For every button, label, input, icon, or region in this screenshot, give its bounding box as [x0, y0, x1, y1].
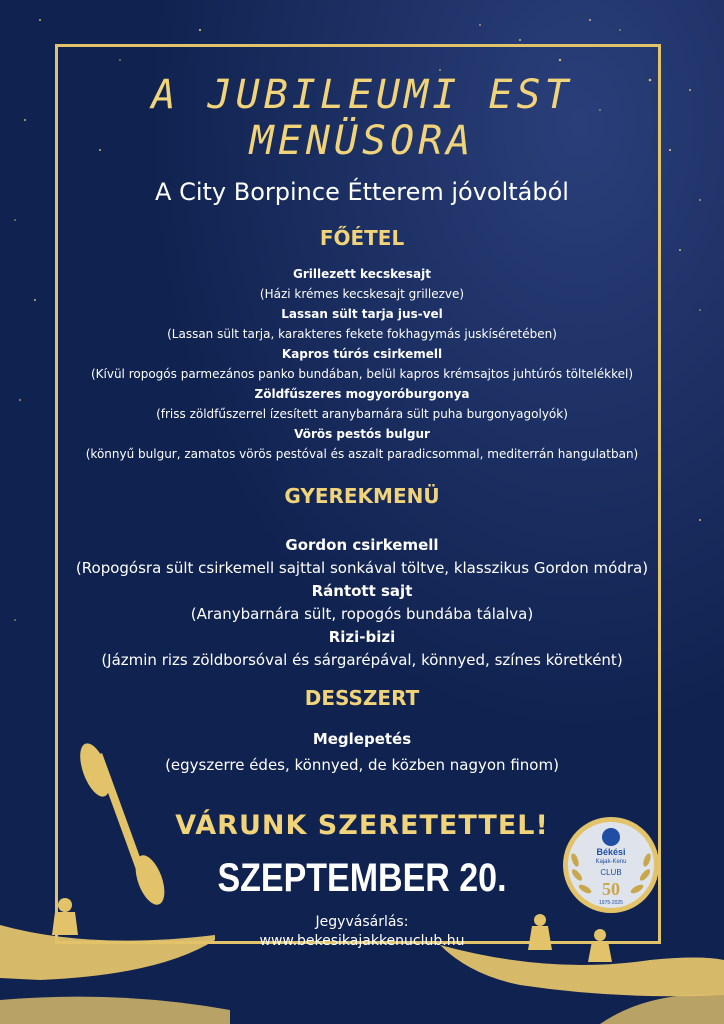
menu-item-desc: (Házi krémes kecskesajt grillezve) — [259, 287, 465, 301]
page-title-line2: MENÜSORA — [249, 118, 475, 164]
section-heading-dessert: DESSZERT — [304, 686, 420, 710]
section-heading-main: FŐÉTEL — [319, 226, 405, 250]
logo-number: 50 — [602, 879, 620, 899]
menu-item-name: Rizi-bizi — [328, 628, 396, 646]
dessert-list — [0, 726, 724, 778]
menu-item-desc: (Ropogósra sült csirkemell sajttal sonkával töltve, klasszikus Gordon módra) — [75, 559, 649, 577]
menu-item-desc: (Lassan sült tarja, karakteres fekete fokhagymás juskíséretében) — [167, 327, 557, 341]
kids-menu-list — [0, 534, 724, 672]
logo-text-line2: Kajak-Kenu — [595, 859, 627, 865]
menu-item-name: Grillezett kecskesajt — [293, 267, 431, 281]
menu-item-name: Meglepetés — [312, 730, 412, 748]
menu-item-name: Lassan sült tarja jus-vel — [281, 307, 443, 321]
ticket-label: Jegyvásárlás: — [315, 914, 409, 930]
ticket-url-link[interactable]: www.bekesikajakkenuclub.hu — [259, 933, 465, 949]
menu-item-name: Gordon csirkemell — [285, 536, 439, 554]
menu-item-desc: (egyszerre édes, könnyed, de közben nagyon finom) — [165, 756, 559, 774]
menu-item-desc: (Aranybarnára sült, ropogós bundába tálalva) — [190, 605, 534, 623]
menu-item-desc: (könnyű bulgur, zamatos vörös pestóval és aszalt paradicsommal, mediterrán hangulatban) — [85, 447, 639, 461]
globe-icon — [602, 828, 620, 846]
logo-text-line1: Békési — [596, 847, 626, 857]
menu-item-name: Rántott sajt — [311, 582, 413, 600]
club-logo — [561, 815, 661, 915]
menu-item-name: Kapros túrós csirkemell — [281, 347, 443, 361]
event-date: SZEPTEMBER 20. — [217, 856, 507, 900]
menu-item-name: Zöldfűszeres mogyoróburgonya — [254, 387, 470, 401]
section-heading-kids: GYEREKMENÜ — [284, 484, 440, 508]
page-subtitle: A City Borpince Étterem jóvoltából — [155, 178, 569, 206]
logo-years: 1975-2025 — [599, 900, 623, 906]
menu-item-name: Vörös pestós bulgur — [294, 427, 430, 441]
main-course-list — [0, 264, 724, 464]
menu-item-desc: (friss zöldfűszerrel ízesített aranybarnára sült puha burgonyagolyók) — [156, 407, 568, 421]
menu-item-desc: (Kívül ropogós parmezános panko bundában, belül kapros krémsajtos juhtúrós töltelékkel) — [90, 367, 634, 381]
menu-item-desc: (Jázmin rizs zöldborsóval és sárgarépával, könnyed, színes köretként) — [101, 651, 623, 669]
page-title-line1: A JUBILEUMI EST — [151, 72, 573, 118]
welcome-message: VÁRUNK SZERETETTEL! — [175, 810, 549, 841]
logo-club: CLUB — [600, 868, 622, 877]
